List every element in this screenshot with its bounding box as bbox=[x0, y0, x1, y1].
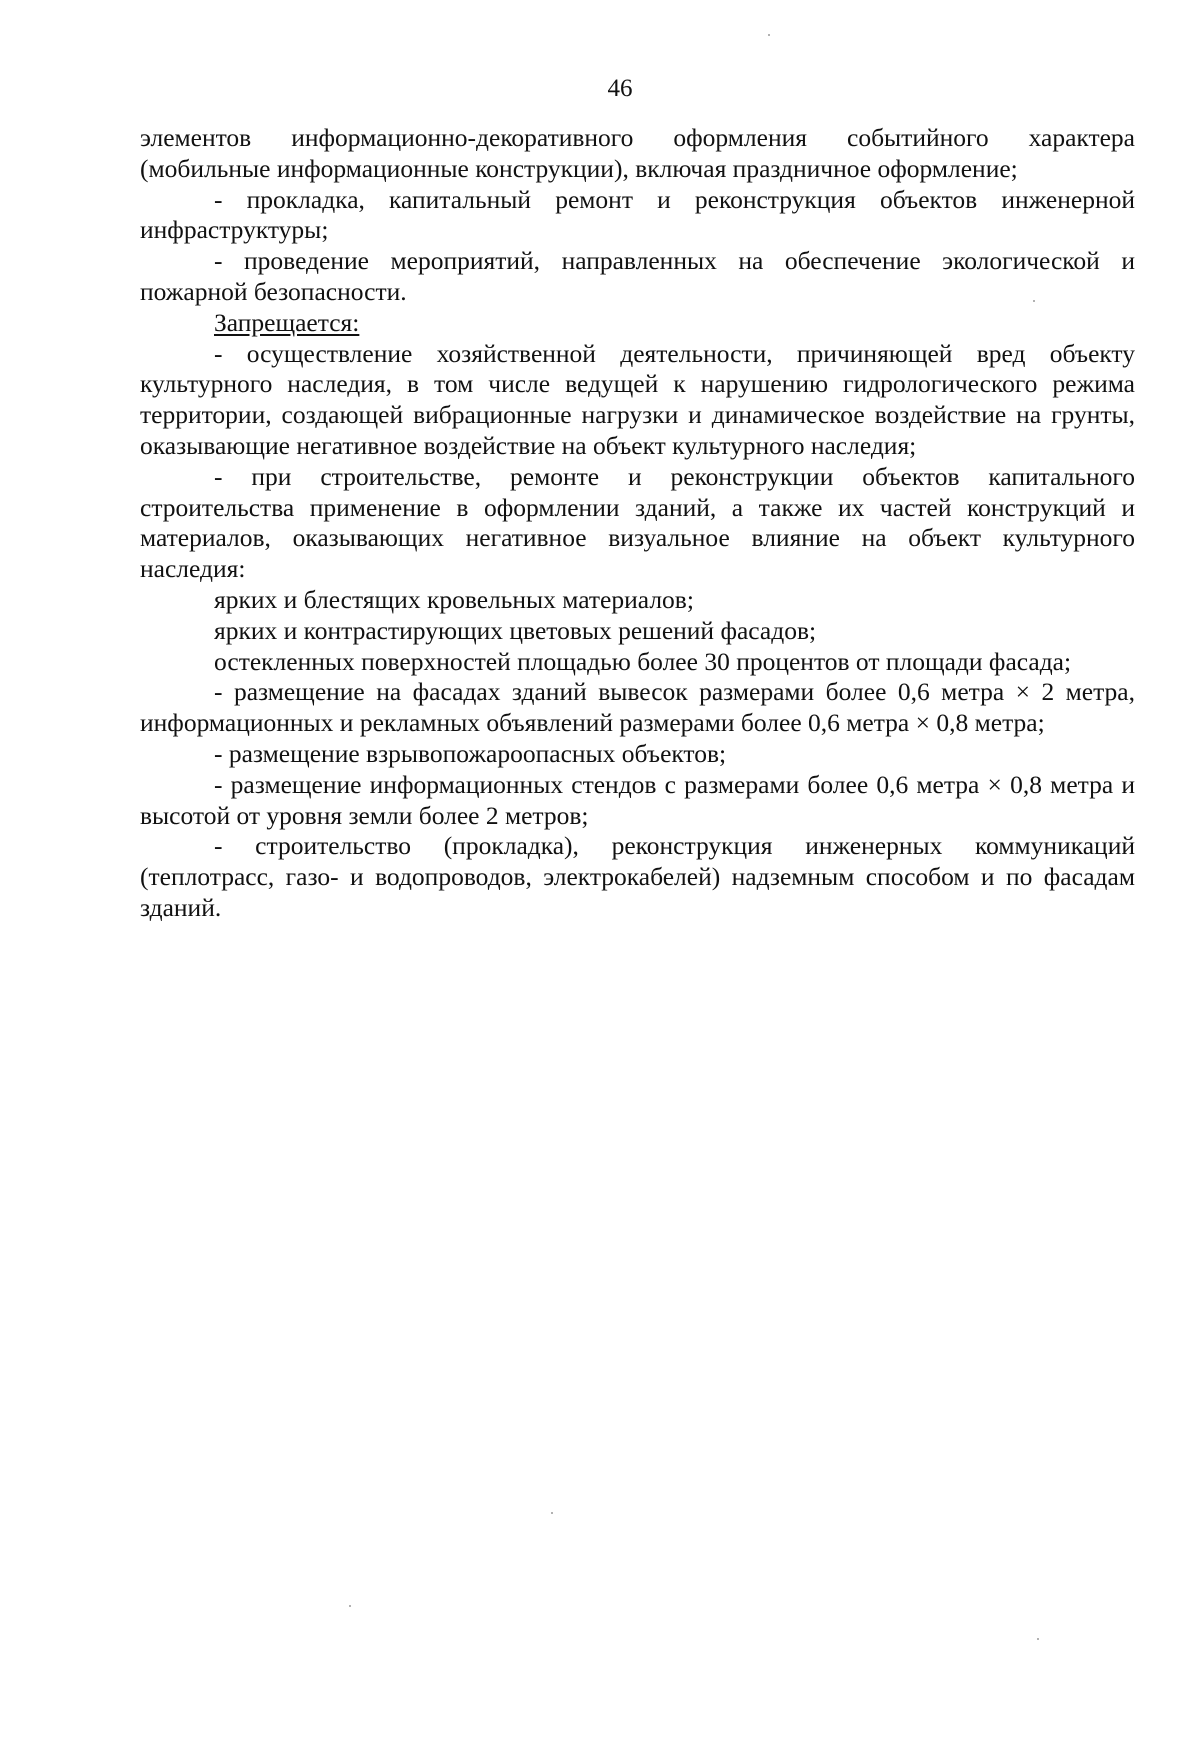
paragraph: ярких и контрастирующих цветовых решений фасадов; bbox=[214, 615, 817, 645]
paragraph: - при строительстве, ремонте и реконструкции объектов капитального строительства применение в оформлении зданий, а также их частей конструкций и материалов, оказывающих негативное визуальное влияние на объект культурного наследия: bbox=[140, 461, 1135, 584]
section-heading-label: Запрещается: bbox=[214, 307, 360, 337]
paragraph: ярких и блестящих кровельных материалов; bbox=[214, 584, 694, 614]
scan-speck bbox=[551, 1512, 553, 1514]
paragraph: - проведение мероприятий, направленных на обеспечение экологической и пожарной безопасности. bbox=[140, 246, 1135, 306]
paragraph: остекленных поверхностей площадью более 30 процентов от площади фасада; bbox=[214, 646, 1072, 676]
paragraph: элементов информационно-декоративного оформления событийного характера (мобильные информационные конструкции), включая праздничное оформление; bbox=[140, 123, 1135, 183]
section-heading-prohibited bbox=[140, 308, 1135, 339]
paragraph: - осуществление хозяйственной деятельности, причиняющей вред объекту культурного наследия, в том числе ведущей к нарушению гидрологического режима территории, создающей вибрационные нагрузки и динамическое воздействие на грунты, оказывающие негативное воздействие на объект культурного наследия; bbox=[140, 338, 1135, 460]
paragraph: - размещение информационных стендов с размерами более 0,6 метра × 0,8 метра и высотой от уровня земли более 2 метров; bbox=[140, 769, 1135, 830]
paragraph: - размещение взрывопожароопасных объектов; bbox=[214, 738, 727, 768]
scan-speck bbox=[1033, 300, 1035, 302]
document-body bbox=[140, 123, 1135, 924]
scan-speck bbox=[768, 34, 770, 36]
scan-speck bbox=[349, 1605, 351, 1607]
paragraph: - размещение на фасадах зданий вывесок размерами более 0,6 метра × 2 метра, информационных и рекламных объявлений размерами более 0,6 метра × 0,8 метра; bbox=[140, 677, 1135, 738]
paragraph: - прокладка, капитальный ремонт и реконструкция объектов инженерной инфраструктуры; bbox=[140, 184, 1135, 245]
scan-speck bbox=[1037, 1638, 1039, 1640]
paragraph: - строительство (прокладка), реконструкция инженерных коммуникаций (теплотрасс, газо- и водопроводов, электрокабелей) надземным способом и по фасадам зданий. bbox=[140, 831, 1135, 922]
page-number: 46 bbox=[607, 75, 633, 102]
